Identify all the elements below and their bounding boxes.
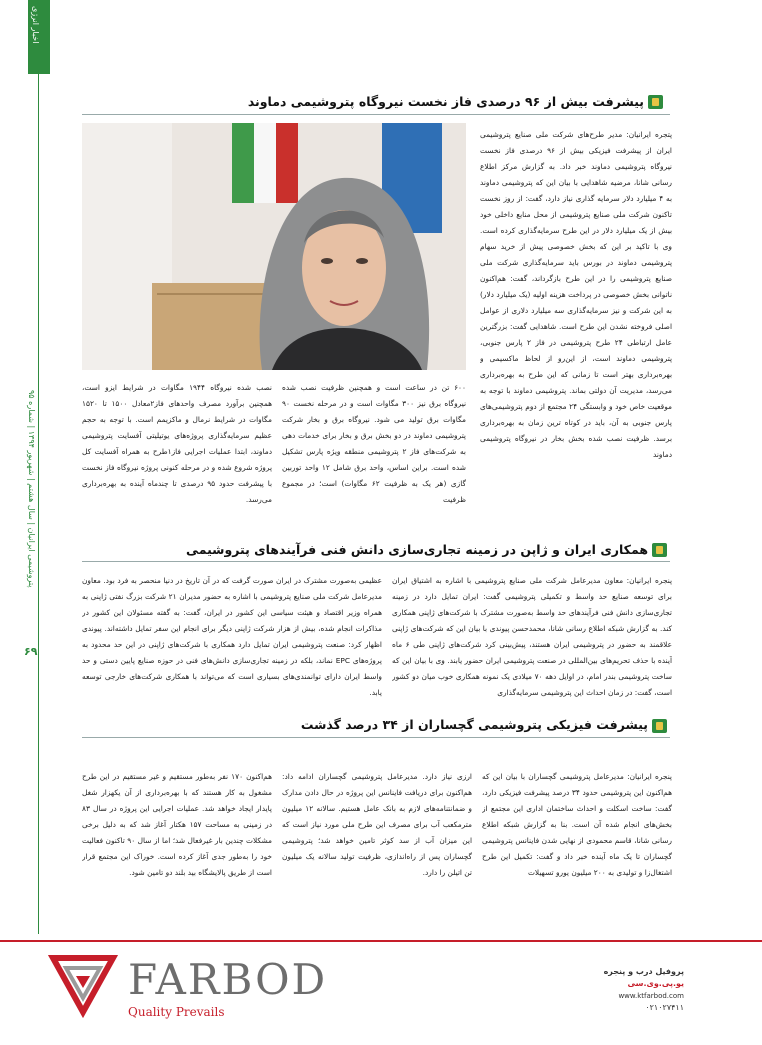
- news-icon: [652, 719, 667, 733]
- article-column: پنجره ایرانیان: مدیرعامل پتروشیمی گچساران با بیان این که هم‌اکنون این پتروشیمی حدود ۳۴ درصد پیشرفت فیزیکی دارد، گفت: ساخت اسکلت و احداث ساختمان اداری این مجتمع از بخش‌های انجام شده آن است. بنا به گزارش شبکه اطلاع رسانی شانا، قاسم محمودی از نهایی شدن فاینانس پتروشیمی گچساران تا یک ماه آینده خبر داد و گفت: تکمیل این طرح اشتغال‌زا و تولیدی به ۲۰۰ میلیون یورو تسهیلات: [482, 772, 672, 877]
- ad-website: www.ktfarbod.com: [618, 992, 684, 1000]
- ad-product: پروفیل درب و پنجره: [603, 967, 684, 976]
- article-column: ۶۰۰ تن در ساعت است و همچنین ظرفیت نصب شده نیروگاه برق نیز ۳۰۰ مگاوات است و در مرحله نخست ۹۰ مگاوات برق تولید می شود. نیروگاه برق و بخار شرکت پتروشیمی دماوند در دو بخش برق و بخار برای خدمات دهی به شرکت‌های فاز ۲ پتروشیمی منطقه ویژه پارس تشکیل شده است. براین اساس، واحد برق شامل ۱۲ واحد توربین گازی (هر یک به ظرفیت ۶۲ مگاوات) است؛ در مجموع ظرفیت: [282, 383, 466, 504]
- news-icon: [652, 543, 667, 557]
- page-number: ۶۹: [24, 645, 38, 658]
- title-rule: [82, 561, 670, 562]
- article-column: نصب شده نیروگاه ۱۹۴۴ مگاوات در شرایط ایزو است، همچنین برآورد مصرف واحدهای فاز۲معادل ۱۵۰۰ تا ۱۵۲۰ مگاوات در شرایط نرمال و ماکزیمم است. با توجه به حجم عظیم سرمایه‌گذاری پروژه‌های یوتیلیتی آفسایت پتروشیمی دماوند، ابتدا عملیات اجرایی فاز۱طرح به همراه آفسایت کل پروژه شروع شده و در مرحله کنونی پروژه نیروگاه فاز نخست با پیشرفت حدود ۹۵ درصدی تا چندماه آینده به بهره‌برداری می‌رسد.: [82, 383, 272, 504]
- ad-text-block: [604, 966, 684, 1014]
- article-column: ارزی نیاز دارد. مدیرعامل پتروشیمی گچساران ادامه داد: هم‌اکنون برای دریافت فاینانس این پروژه در حال دادن مدارک و ضمانتنامه‌های لازم به بانک عامل هستیم. سالانه ۱۲ میلیون مترمکعب آب برای مصرف این طرح ملی مورد نیاز است که این میزان آب از سد کوثر تامین خواهد شد؛ پتروشیمی گچساران پس از راه‌اندازی، ظرفیت تولید سالانه یک میلیون تن اتیلن را دارد.: [282, 772, 472, 877]
- article-title: پیشرفت بیش از ۹۶ درصدی فاز نخست نیروگاه پتروشیمی دماوند: [247, 94, 644, 109]
- farbod-logo-icon: [48, 950, 118, 1020]
- issue-info: پتروشیمی ایرانیان | سال هشتم | شهریور ۱۳۹۴ | شماره ۹۵: [27, 390, 36, 588]
- section-label: اخبار انرژی: [31, 6, 40, 44]
- footer-divider: [0, 940, 762, 942]
- title-rule: [82, 114, 670, 115]
- photo-illustration: [82, 123, 466, 370]
- article-column: هم‌اکنون ۱۷۰ نفر به‌طور مستقیم و غیر مستقیم در این طرح مشغول به کار هستند که با بهره‌برداری از آن یکهزار شغل پایدار ایجاد خواهد شد. عملیات اجرایی این پروژه در سال ۸۳ در زمینی به مساحت ۱۵۷ هکتار آغاز شد که به دلیل برخی مشکلات چندین بار غیرفعال شد؛ اما از سال ۹۰ تاکنون فعالیت خود را به‌طور جدی آغاز کرده است. خوراک این مجتمع قرار است از طریق پالایشگاه بید بلند دو تامین شود.: [82, 772, 272, 877]
- ad-phone: ۰۲۱۰۲۷۴۱۱: [645, 1003, 684, 1012]
- ad-product-type: یو.پی.وی.سی: [627, 979, 684, 988]
- title-rule: [82, 737, 670, 738]
- article-column: عظیمی به‌صورت مشترک در ایران صورت گرفت که در آن تاریخ در دنیا منحصر به فرد بود. معاون مدیرعامل شرکت ملی صنایع پتروشیمی با اشاره به حضور مدیران ۲۱ شرکت بزرگ نفتی ژاپنی به همراه وزیر اقتصاد و هیئت سیاسی این کشور در ایران، گفت: به گفته مسئولان این کشور در مذاکرات انجام شده، بیش از هزار شرکت ژاپنی دیگر برای انجام این سفر تمایل داشته‌اند. پیوندی اظهار کرد: صنعت پتروشیمی ایران تمایل دارد همکاری با شرکت‌های ژاپنی در این حد محدود به پروژه‌های EPC نماند، بلکه در زمینه تجاری‌سازی دانش‌های فنی در حوزه صنایع پایین دستی و حد واسط ایران دارای توانمندی‌های بسیاری است که می‌تواند با همکاری شرکت‌های خارجی توسعه یابد.: [82, 576, 382, 697]
- news-icon: [648, 95, 663, 109]
- article-column: پتجره ایرانیان: مدیر طرح‌های شرکت ملی صنایع پتروشیمی ایران از پیشرفت فیزیکی بیش از ۹۶ درصدی فاز نخست نیروگاه پتروشیمی دماوند خبر داد. به گزارش مرکز اطلاع رسانی شانا، مرضیه شاهدایی با بیان این که پتروشیمی دماوند به ۴ میلیارد دلار سرمایه گذاری نیاز دارد، گفت: از روز نخست تاکنون شرکت ملی صنایع پتروشیمی از محل منابع داخلی خود بیش از یک میلیارد دلار در این طرح سرمایه‌گذاری کرده است. وی با تاکید بر این که بخش خصوصی پیش از خرید سهام پتروشیمی دماوند در بورس باید سرمایه‌گذاری شرکت ملی صنایع پتروشیمی را در این طرح بازگرداند، گفت: هم‌اکنون ناتوانی بخش خصوصی در پرداخت هزینه اولیه (یک میلیارد دلار) به این شرکت و نیز سرمایه‌گذاری سه میلیارد دلاری از عوامل اصلی فروخته نشدن این طرح است. شاهدایی گفت: بزرگترین عامل ارتباطی ۲۴ طرح پتروشیمی در فاز ۲ پارس جنوبی، پتروشیمی دماوند است، از این‌رو از لحاظ ماکسیمی و بهره‌برداری بهتر است تا زمانی که این طرح به بهره‌برداری می‌رسد، مدیریت آن دولتی بماند. پتروشیمی دماوند با توجه به موقعیت خاص خود و وابستگی ۲۴ مجتمع از دوم پتروشیمی‌های پارس جنوبی به آن، باید در کوتاه ترین زمان به بهره‌برداری برسد. ظرفیت نصب شده بخش بخار در نیروگاه پتروشیمی دماوند: [480, 130, 672, 459]
- article-column: پنجره ایرانیان: معاون مدیرعامل شرکت ملی صنایع پتروشیمی با اشاره به اشتیاق ایران برای توسعه صنایع حد واسط و تکمیلی پتروشیمی گفت: ایران تمایل دارد در زمینه تجاری‌سازی دانش فنی فرآیندهای حد واسط به‌صورت مشترک با شرکت‌های ژاپنی همکاری کند. به گزارش شبکه اطلاع رسانی شانا، محمدحسن پیوندی با بیان این که شرکت‌های ژاپنی علاقمند به حضور در پتروشیمی ایران هستند، پیش‌بینی کرد شرکت‌های ژاپنی طی ۶ ماه آینده با حذف تحریم‌های بین‌المللی در صنعت پتروشیمی ایران حضور یابند. وی با بیان این که ساخت پتروشیمی بندر امام، در اوایل دهه ۷۰ میلادی یک نمونه همکاری خوب میان دو کشور است، گفت: در زمان احداث این پتروشیمی سرمایه‌گذاری: [392, 576, 672, 697]
- brand-tagline: Quality Prevails: [128, 1005, 225, 1019]
- margin-rule: [38, 74, 39, 934]
- section-tab: [28, 0, 50, 74]
- article-title: پیشرفت فیزیکی پتروشیمی گچساران از ۳۴ درصد گذشت: [300, 717, 648, 732]
- portrait-photo: [82, 123, 466, 370]
- brand-name: FARBOD: [128, 955, 328, 1004]
- article-title: همکاری ایران و ژاپن در زمینه تجاری‌سازی دانش فنی فرآیندهای پتروشیمی: [186, 542, 648, 557]
